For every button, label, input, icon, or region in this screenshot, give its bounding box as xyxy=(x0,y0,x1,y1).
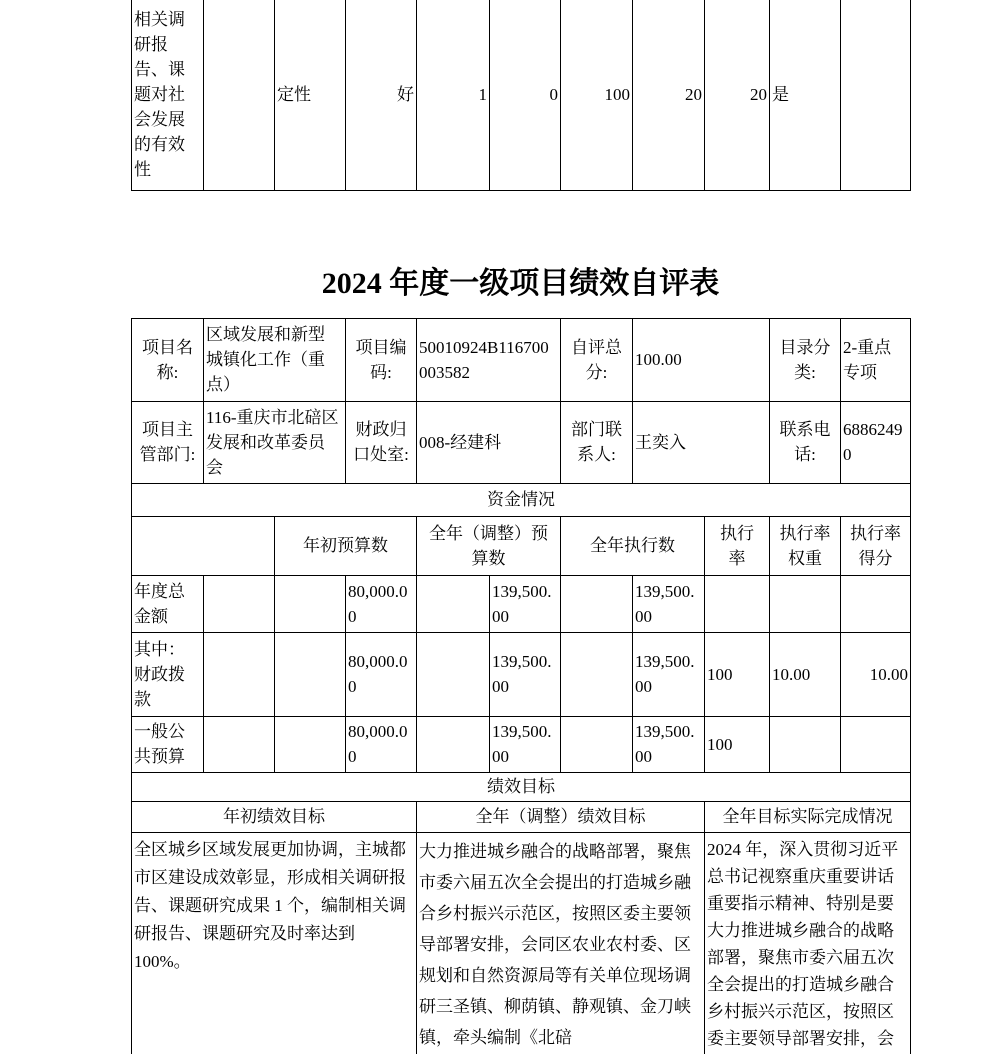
initial-budget-header: 年初预算数 xyxy=(275,516,417,575)
fund-row-total xyxy=(132,575,911,632)
contact-person-label: 部门联系人: xyxy=(561,401,633,483)
fund-spacer-cell xyxy=(275,632,346,716)
indicator-type-cell: 定性 xyxy=(275,0,346,190)
execution-rate-header: 执行率 xyxy=(705,516,770,575)
indicator-adjusted-cell: 0 xyxy=(490,0,561,190)
indicator-grade-cell: 好 xyxy=(346,0,417,190)
fund-executed-amount: 139,500.00 xyxy=(633,716,705,772)
fund-spacer-cell xyxy=(204,716,275,772)
adjusted-goal-text: 大力推进城乡融合的战略部署，聚焦市委六届五次全会提出的打造城乡融合乡村振兴示范区，按照区委主要领导部署安排，会同区农业农村委、区规划和自然资源局等有关单位现场调研三圣镇、柳荫镇、静观镇、金刀峡镇，牵头编制《北碚 xyxy=(417,832,705,1054)
rate-weight-header: 执行率权重 xyxy=(770,516,841,575)
fund-spacer-cell xyxy=(204,575,275,632)
fund-spacer-cell xyxy=(204,632,275,716)
phone-label: 联系电话: xyxy=(770,401,841,483)
goals-section-row xyxy=(132,772,911,801)
fund-rate-weight xyxy=(770,716,841,772)
goals-header-row xyxy=(132,801,911,832)
fund-row-public-budget xyxy=(132,716,911,772)
project-code-value: 50010924B116700003582 xyxy=(417,318,561,401)
fund-spacer-cell xyxy=(417,716,490,772)
actual-completion-header: 全年目标实际完成情况 xyxy=(705,801,911,832)
funds-header-spacer-cell xyxy=(132,516,275,575)
fund-executed-amount: 139,500.00 xyxy=(633,632,705,716)
fund-rate-score xyxy=(841,716,911,772)
fund-spacer-cell xyxy=(561,575,633,632)
initial-goal-header: 年初绩效目标 xyxy=(132,801,417,832)
self-score-label: 自评总分: xyxy=(561,318,633,401)
actual-completion-text: 2024 年，深入贯彻习近平总书记视察重庆重要讲话重要指示精神、特别是要大力推进城乡融合的战略部署，聚焦市委六届五次全会提出的打造城乡融合乡村振兴示范区，按照区委主要领导部署安排，会 xyxy=(705,832,911,1054)
indicator-spacer-cell xyxy=(204,0,275,190)
indicator-completion-cell: 100 xyxy=(561,0,633,190)
contact-person-value: 王奕入 xyxy=(633,401,770,483)
fund-executed-amount: 139,500.00 xyxy=(633,575,705,632)
indicator-row xyxy=(132,0,911,190)
fund-rate-weight xyxy=(770,575,841,632)
fund-rate-weight: 10.00 xyxy=(770,632,841,716)
competent-dept-label: 项目主管部门: xyxy=(132,401,204,483)
fund-initial-budget: 80,000.00 xyxy=(346,575,417,632)
fund-exec-rate: 100 xyxy=(705,716,770,772)
fund-spacer-cell xyxy=(417,575,490,632)
goals-body-row xyxy=(132,832,911,1054)
initial-goal-text: 全区城乡区域发展更加协调，主城都市区建设成效彰显，形成相关调研报告、课题研究成果 1 个，编制相关调研报告、课题研究及时率达到 100%。 xyxy=(132,832,417,1054)
project-name-value: 区域发展和新型城镇化工作（重点） xyxy=(204,318,346,401)
fund-rate-score xyxy=(841,575,911,632)
fund-spacer-cell xyxy=(417,632,490,716)
project-info-row-2 xyxy=(132,401,911,483)
fund-rate-score: 10.00 xyxy=(841,632,911,716)
fund-initial-budget: 80,000.00 xyxy=(346,716,417,772)
competent-dept-value: 116-重庆市北碚区发展和改革委员会 xyxy=(204,401,346,483)
goals-section-title: 绩效目标 xyxy=(132,772,911,801)
finance-office-value: 008-经建科 xyxy=(417,401,561,483)
indicator-target-cell: 1 xyxy=(417,0,490,190)
fund-spacer-cell xyxy=(275,716,346,772)
adjusted-budget-header: 全年（调整）预算数 xyxy=(417,516,561,575)
adjusted-goal-header: 全年（调整）绩效目标 xyxy=(417,801,705,832)
phone-value: 68862490 xyxy=(841,401,911,483)
fund-exec-rate: 100 xyxy=(705,632,770,716)
fund-row-label: 一般公共预算 xyxy=(132,716,204,772)
catalog-class-label: 目录分类: xyxy=(770,318,841,401)
fund-row-fiscal xyxy=(132,632,911,716)
fund-spacer-cell xyxy=(561,632,633,716)
self-score-value: 100.00 xyxy=(633,318,770,401)
fund-row-label: 其中：财政拨款 xyxy=(132,632,204,716)
funds-section-title: 资金情况 xyxy=(132,483,911,516)
fund-adjusted-budget: 139,500.00 xyxy=(490,575,561,632)
funds-section-row xyxy=(132,483,911,516)
fund-exec-rate xyxy=(705,575,770,632)
fund-spacer-cell xyxy=(275,575,346,632)
executed-amount-header: 全年执行数 xyxy=(561,516,705,575)
fund-adjusted-budget: 139,500.00 xyxy=(490,716,561,772)
indicator-name-cell: 相关调研报告、课题对社会发展的有效性 xyxy=(132,0,204,190)
page-title: 2024 年度一级项目绩效自评表 xyxy=(321,266,720,300)
finance-office-label: 财政归口处室: xyxy=(346,401,417,483)
project-code-label: 项目编码: xyxy=(346,318,417,401)
indicator-weight-cell: 20 xyxy=(633,0,705,190)
project-name-label: 项目名称: xyxy=(132,318,204,401)
funds-header-row xyxy=(132,516,911,575)
indicator-score-cell: 20 xyxy=(705,0,770,190)
fund-spacer-cell xyxy=(561,716,633,772)
rate-score-header: 执行率得分 xyxy=(841,516,911,575)
indicator-achieved-cell: 是 xyxy=(770,0,841,190)
fund-adjusted-budget: 139,500.00 xyxy=(490,632,561,716)
catalog-class-value: 2-重点专项 xyxy=(841,318,911,401)
fund-row-label: 年度总金额 xyxy=(132,575,204,632)
self-evaluation-table xyxy=(131,318,911,1054)
fund-initial-budget: 80,000.00 xyxy=(346,632,417,716)
indicator-table xyxy=(131,0,911,191)
project-info-row-1 xyxy=(132,318,911,401)
indicator-trailing-cell xyxy=(841,0,911,190)
